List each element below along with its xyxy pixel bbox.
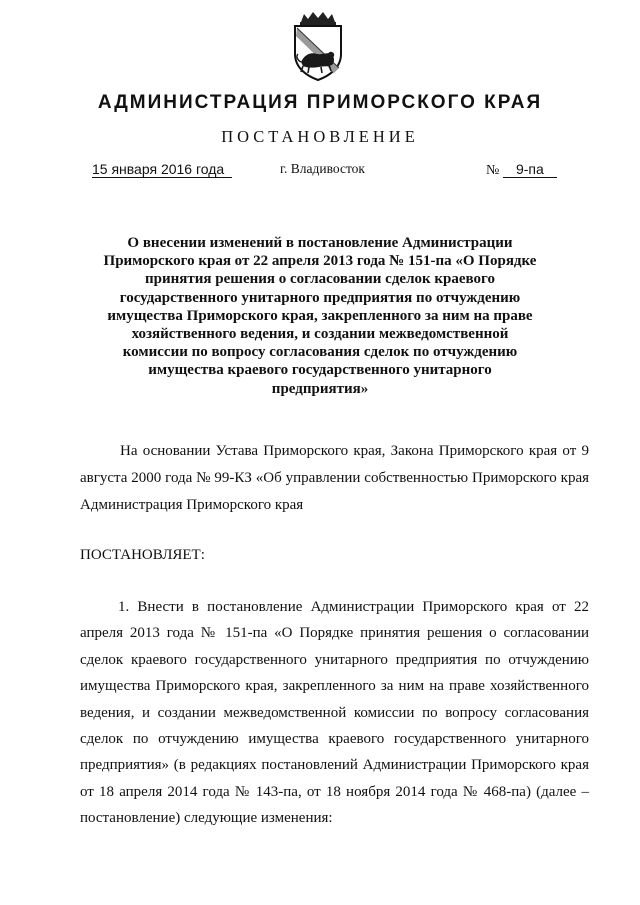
item-1-paragraph: 1. Внести в постановление Администрации Приморского края от 22 апреля 2013 года № 151-па «О Порядке принятия решения о согласовании сделок краевого государственного унитарного предприятия по отчуждению имущества Приморского края, закрепленного за ним на праве хозяйственного ведения, и создании межведомственной комиссии по вопросу согласования сделок по отчуждению имущества краевого государственного унитарного предприятия» (в редакциях постановлений Администрации Приморского края от 18 апреля 2014 года № 143-па, от 18 ноября 2014 года № 468-па) (далее – постановление) следующие изменения:	[80, 599, 589, 827]
document-subject: О внесении изменений в постановление Администрации Приморского края от 22 апреля 2013 года № 151-па «О Порядке принятия решения о согласовании сделок краевого государственного унитарного предприятия по отчуждению имущества Приморского края, закрепленного за ним на праве хозяйственного ведения, и создании межведомственной комиссии по вопросу согласования сделок по отчуждению имущества краевого государственного унитарного предприятия»	[103, 235, 537, 397]
organization-title: АДМИНИСТРАЦИЯ ПРИМОРСКОГО КРАЯ	[97, 92, 543, 113]
document-city: г. Владивосток	[280, 161, 365, 176]
number-prefix: №	[486, 163, 500, 178]
decree-heading: ПОСТАНОВЛЯЕТ:	[80, 547, 205, 563]
document-date: 15 января 2016 года	[92, 161, 232, 178]
document-number	[486, 161, 557, 179]
document-type: ПОСТАНОВЛЕНИЕ	[221, 127, 419, 146]
primorsky-coat-of-arms-icon	[287, 10, 349, 82]
number-value: 9-па	[503, 161, 557, 178]
basis-paragraph: На основании Устава Приморского края, Закона Приморского края от 9 августа 2000 года № 99-КЗ «Об управлении собственностью Приморского края Администрация Приморского края	[80, 443, 589, 513]
